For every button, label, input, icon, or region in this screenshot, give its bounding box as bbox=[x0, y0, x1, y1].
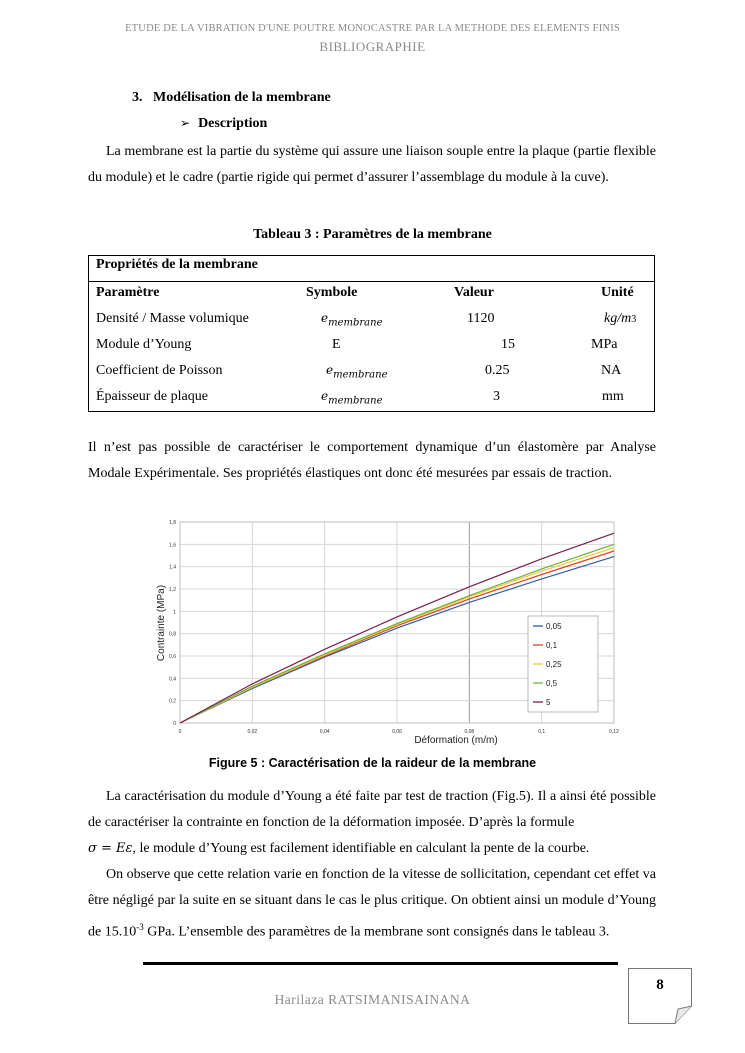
param-cell: Coefficient de Poisson bbox=[96, 363, 223, 378]
legend-label: 0,25 bbox=[546, 660, 562, 669]
x-tick-label: 0,04 bbox=[319, 729, 330, 735]
table-row bbox=[89, 363, 654, 383]
legend-label: 0,05 bbox=[546, 622, 562, 631]
running-header-title: ETUDE DE LA VIBRATION D'UNE POUTRE MONOCASTRE PAR LA METHODE DES ELEMENTS FINIS bbox=[125, 23, 620, 34]
x-axis-label: Déformation (m/m) bbox=[414, 735, 498, 746]
y-tick-label: 1,6 bbox=[169, 542, 176, 549]
y-tick-label: 0,6 bbox=[169, 654, 176, 660]
y-tick-label: 1,4 bbox=[169, 564, 176, 571]
symbol-cell: $e_{membrane}$ bbox=[326, 363, 388, 381]
x-tick-label: 0 bbox=[178, 729, 182, 735]
col-header-symbol: Symbole bbox=[306, 285, 358, 300]
paragraph-intro-chart bbox=[88, 435, 656, 487]
unit-cell: NA bbox=[601, 363, 622, 378]
paragraph-young-modulus bbox=[88, 784, 656, 946]
col-header-value: Valeur bbox=[454, 285, 494, 300]
table-divider bbox=[89, 281, 654, 282]
paragraph-text: Il n’est pas possible de caractériser le comportement dynamique d’un élastomère par Analyse Modale Expérimentale. Ses propriétés élastiques ont donc été mesurées par essais de traction. bbox=[88, 440, 656, 481]
y-tick-label: 1,2 bbox=[169, 587, 176, 593]
paragraph-text: La membrane est la partie du système qui assure une liaison souple entre la plaque (partie flexible du module) et le cadre (partie rigide qui permet d’assurer l’assemblage du module à la cuve). bbox=[88, 144, 656, 185]
parameters-table bbox=[88, 255, 655, 412]
col-header-param: Paramètre bbox=[96, 285, 160, 300]
y-tick-label: 0,2 bbox=[169, 698, 176, 705]
param-cell: Densité / Masse volumique bbox=[96, 311, 249, 326]
formula: σ = Eε bbox=[88, 841, 133, 856]
unit-cell: mm bbox=[602, 389, 624, 404]
unit-cell: MPa bbox=[591, 337, 618, 352]
running-header-section: BIBLIOGRAPHIE bbox=[319, 39, 426, 54]
symbol-cell: $e_{membrane}$ bbox=[321, 389, 383, 407]
table-title: Propriétés de la membrane bbox=[96, 257, 258, 272]
stress-strain-chart bbox=[150, 512, 630, 750]
legend-label: 5 bbox=[546, 698, 551, 707]
legend-label: 0,5 bbox=[546, 679, 558, 688]
table-header-row bbox=[89, 285, 654, 305]
x-tick-label: 0,1 bbox=[538, 729, 546, 735]
y-tick-label: 0,4 bbox=[169, 676, 176, 683]
paragraph-description bbox=[88, 139, 656, 191]
table-row bbox=[89, 311, 654, 331]
value-cell: 0.25 bbox=[485, 363, 510, 378]
symbol-cell: E bbox=[332, 337, 341, 352]
subheading-text: Description bbox=[198, 116, 268, 131]
y-tick-label: 0 bbox=[173, 721, 176, 727]
section-heading: 3. Modélisation de la membrane bbox=[132, 90, 331, 105]
y-tick-label: 1,8 bbox=[169, 520, 176, 526]
x-tick-label: 0,08 bbox=[464, 729, 475, 735]
page-number: 8 bbox=[656, 977, 664, 993]
param-cell: Épaisseur de plaque bbox=[96, 389, 208, 404]
legend-label: 0,1 bbox=[546, 641, 558, 650]
chart-legend bbox=[528, 616, 598, 712]
x-tick-label: 0,12 bbox=[609, 729, 619, 735]
value-cell: 15 bbox=[501, 337, 515, 352]
unit-cell: kg/m3 bbox=[604, 311, 637, 326]
x-tick-label: 0,06 bbox=[392, 729, 402, 735]
subheading bbox=[180, 116, 267, 132]
footer-rule bbox=[143, 962, 618, 965]
y-tick-label: 0,8 bbox=[169, 631, 176, 638]
footer-author: Harilaza RATSIMANISAINANA bbox=[274, 992, 471, 1007]
param-cell: Module d’Young bbox=[96, 337, 192, 352]
y-tick-label: 1 bbox=[173, 609, 176, 616]
x-tick-label: 0,02 bbox=[247, 729, 258, 735]
figure-caption: Figure 5 : Caractérisation de la raideur de la membrane bbox=[208, 756, 537, 770]
paragraph-text: On observe que cette relation varie en fonction de la vitesse de sollicitation, cependant cet effet va être négligé par la suite en se situant dans le cas le plus critique. On obtient ainsi un module d’Young de $15.10^{-3}$ GPa. L’ensemble des paramètres de la membrane sont consignés dans le tableau 3. bbox=[88, 867, 656, 940]
col-header-unit: Unité bbox=[601, 285, 634, 300]
table-row bbox=[89, 337, 654, 357]
value-cell: 3 bbox=[493, 389, 500, 404]
value-cell: 1120 bbox=[467, 311, 495, 326]
paragraph-text: La caractérisation du module d’Young a été faite par test de traction (Fig.5). Il a ainsi été possible de caractériser la contrainte en fonction de la déformation imposée. D’après la formule σ = Eε, le module d’Young est facilement identifiable en calculant la pente de la courbe. bbox=[88, 789, 656, 856]
table-caption: Tableau 3 : Paramètres de la membrane bbox=[253, 227, 492, 242]
table-row bbox=[89, 389, 654, 409]
y-axis-label: Contrainte (MPa) bbox=[156, 584, 167, 662]
symbol-cell: $e_{membrane}$ bbox=[321, 311, 383, 329]
arrow-bullet-icon: ➢ bbox=[180, 116, 191, 130]
